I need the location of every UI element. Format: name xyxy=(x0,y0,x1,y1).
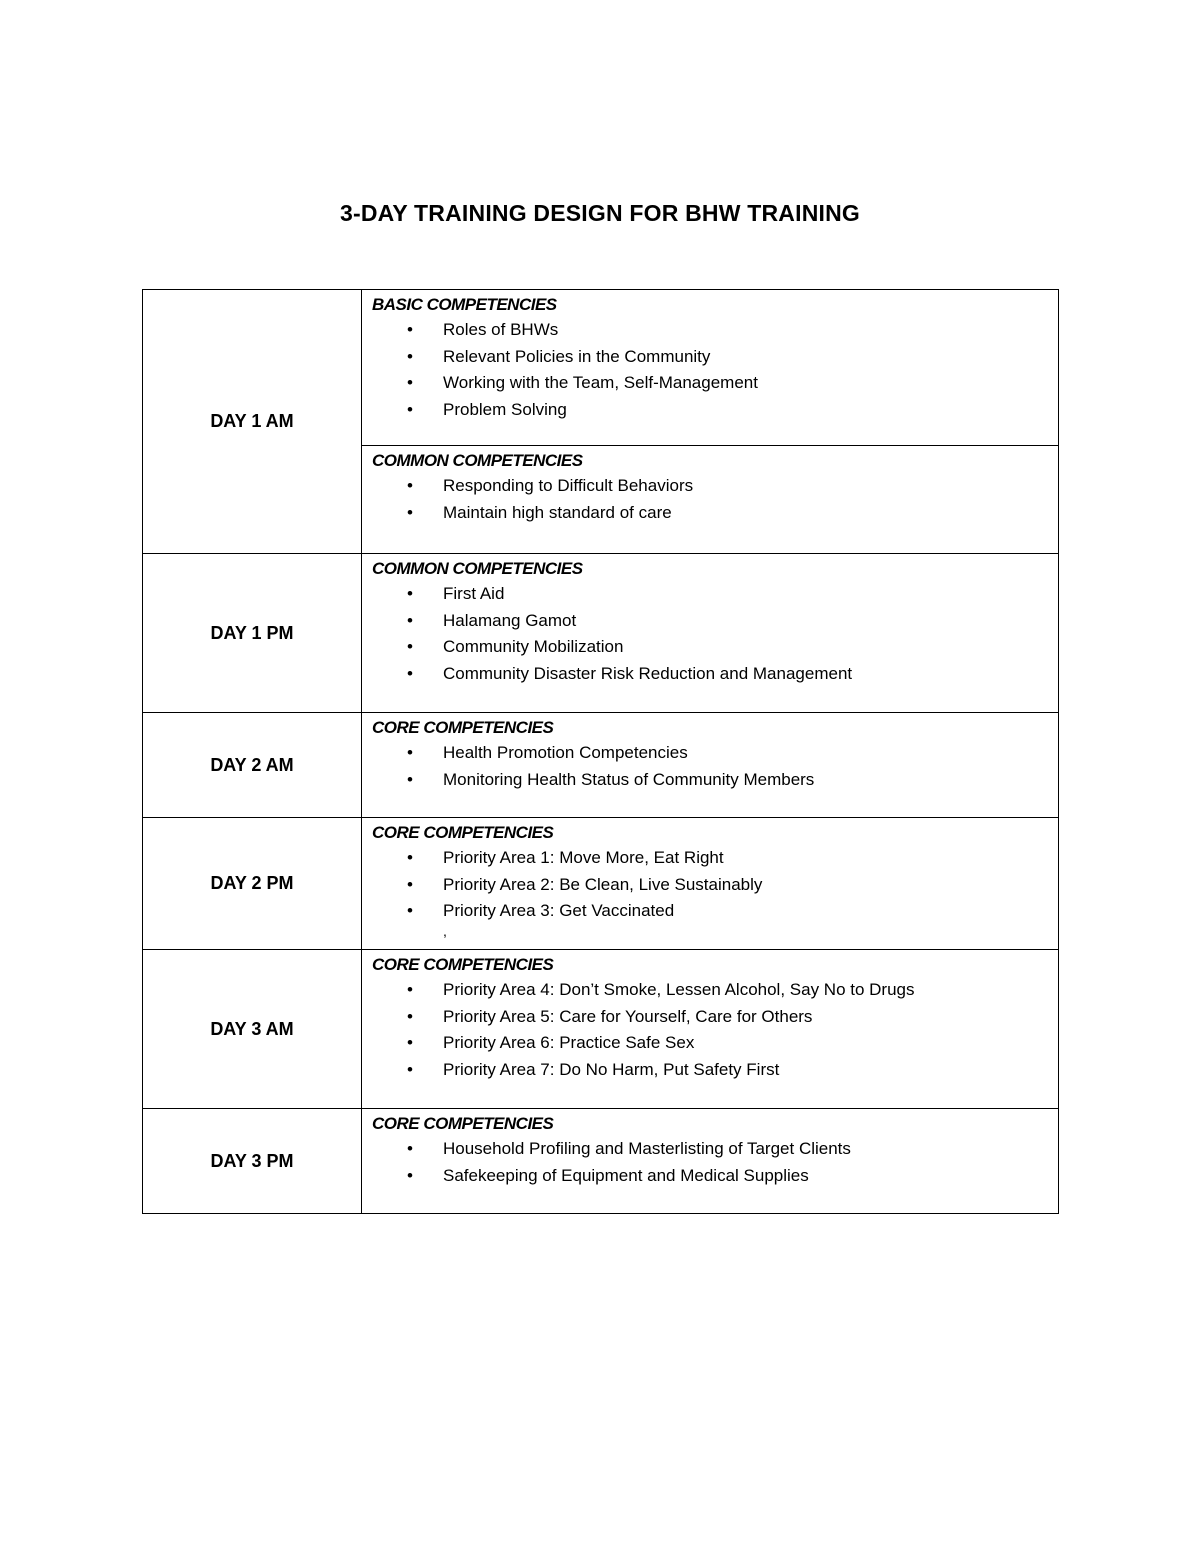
schedule-row-day3-am xyxy=(143,950,1059,1109)
topic-list xyxy=(372,845,1048,925)
bullet-icon: • xyxy=(407,980,413,999)
section-heading: BASIC COMPETENCIES xyxy=(372,295,557,314)
bullet-icon: • xyxy=(407,901,413,921)
basic-competencies-section xyxy=(362,290,1058,446)
schedule-row-day2-am xyxy=(143,713,1059,818)
topic-text: Problem Solving xyxy=(443,399,567,419)
day-label-cell: DAY 3 AM xyxy=(143,950,362,1109)
topic-text: Responding to Difficult Behaviors xyxy=(443,476,694,495)
bullet-icon: • xyxy=(407,1006,413,1026)
list-item xyxy=(372,661,1048,688)
day-label-cell: DAY 1 AM xyxy=(143,290,362,554)
list-item xyxy=(372,977,1048,1004)
bullet-icon: • xyxy=(407,743,413,762)
topic-text: Priority Area 1: Move More, Eat Right xyxy=(443,848,724,867)
topic-list xyxy=(372,977,1048,1083)
competencies-cell xyxy=(362,290,1059,554)
topic-text: Priority Area 6: Practice Safe Sex xyxy=(443,1033,695,1053)
bullet-icon: • xyxy=(407,584,413,603)
topic-text: Halamang Gamot xyxy=(443,610,577,630)
list-item xyxy=(372,1136,1048,1163)
list-item xyxy=(372,473,1048,500)
schedule-row-day3-pm xyxy=(143,1109,1059,1214)
list-item xyxy=(372,872,1048,899)
topic-text: Priority Area 2: Be Clean, Live Sustainably xyxy=(443,874,763,894)
competencies-cell xyxy=(362,818,1059,950)
topic-text: Priority Area 3: Get Vaccinated xyxy=(443,901,675,921)
topic-text: Priority Area 7: Do No Harm, Put Safety First xyxy=(443,1059,780,1079)
bullet-icon: • xyxy=(407,1059,413,1079)
bullet-icon: • xyxy=(407,769,413,789)
bullet-icon: • xyxy=(407,1033,413,1053)
day-label-cell: DAY 1 PM xyxy=(143,554,362,713)
stray-comma: , xyxy=(443,922,447,939)
bullet-icon: • xyxy=(407,399,413,419)
bullet-icon: • xyxy=(407,320,413,339)
topic-text: Relevant Policies in the Community xyxy=(443,346,711,366)
topic-text: Maintain high standard of care xyxy=(443,502,672,522)
section-heading: COMMON COMPETENCIES xyxy=(372,451,583,470)
topic-text: First Aid xyxy=(443,584,505,603)
section-heading: CORE COMPETENCIES xyxy=(372,955,554,974)
topic-text: Working with the Team, Self-Management xyxy=(443,373,758,393)
competencies-cell xyxy=(362,950,1059,1109)
list-item xyxy=(372,1004,1048,1031)
common-competencies-section xyxy=(362,446,1058,553)
topic-text: Safekeeping of Equipment and Medical Supplies xyxy=(443,1165,809,1185)
schedule-row-day1-am xyxy=(143,290,1059,554)
list-item xyxy=(372,1057,1048,1084)
schedule-row-day1-pm xyxy=(143,554,1059,713)
bullet-icon: • xyxy=(407,476,413,495)
topic-text: Roles of BHWs xyxy=(443,320,559,339)
day-label-cell: DAY 2 PM xyxy=(143,818,362,950)
competencies-cell xyxy=(362,1109,1059,1214)
bullet-icon: • xyxy=(407,1165,413,1185)
topic-list xyxy=(372,473,1048,526)
topic-list xyxy=(372,740,1048,793)
list-item xyxy=(372,740,1048,767)
training-schedule-table xyxy=(142,289,1059,1214)
bullet-icon: • xyxy=(407,610,413,630)
topic-text: Household Profiling and Masterlisting of Target Clients xyxy=(443,1139,851,1158)
day-label-cell: DAY 2 AM xyxy=(143,713,362,818)
list-item xyxy=(372,845,1048,872)
topic-text: Community Disaster Risk Reduction and Management xyxy=(443,663,853,683)
document-title: 3-DAY TRAINING DESIGN FOR BHW TRAINING xyxy=(339,200,860,226)
core-competencies-section xyxy=(362,950,1058,1108)
topic-text: Priority Area 4: Don’t Smoke, Lessen Alcohol, Say No to Drugs xyxy=(443,980,915,999)
bullet-icon: • xyxy=(407,373,413,393)
topic-list xyxy=(372,1136,1048,1189)
section-heading: COMMON COMPETENCIES xyxy=(372,559,583,578)
core-competencies-section xyxy=(362,1109,1058,1213)
day-label-cell: DAY 3 PM xyxy=(143,1109,362,1214)
topic-text: Priority Area 5: Care for Yourself, Care for Others xyxy=(443,1006,813,1026)
topic-list xyxy=(372,317,1048,423)
list-item xyxy=(372,500,1048,527)
list-item xyxy=(372,767,1048,794)
bullet-icon: • xyxy=(407,848,413,867)
list-item xyxy=(372,634,1048,661)
schedule-row-day2-pm xyxy=(143,818,1059,950)
core-competencies-section xyxy=(362,713,1058,817)
common-competencies-section xyxy=(362,554,1058,712)
list-item xyxy=(372,1163,1048,1190)
list-item xyxy=(372,317,1048,344)
list-item xyxy=(372,608,1048,635)
list-item xyxy=(372,344,1048,371)
bullet-icon: • xyxy=(407,637,413,657)
topic-text: Monitoring Health Status of Community Members xyxy=(443,769,815,789)
bullet-icon: • xyxy=(407,346,413,366)
topic-text: Community Mobilization xyxy=(443,637,624,657)
section-heading: CORE COMPETENCIES xyxy=(372,718,554,737)
list-item xyxy=(372,1030,1048,1057)
list-item xyxy=(372,898,1048,925)
section-heading: CORE COMPETENCIES xyxy=(372,823,554,842)
list-item xyxy=(372,397,1048,424)
bullet-icon: • xyxy=(407,502,413,522)
list-item xyxy=(372,581,1048,608)
bullet-icon: • xyxy=(407,1139,413,1158)
bullet-icon: • xyxy=(407,874,413,894)
bullet-icon: • xyxy=(407,663,413,683)
competencies-cell xyxy=(362,713,1059,818)
topic-list xyxy=(372,581,1048,687)
list-item xyxy=(372,370,1048,397)
section-heading: CORE COMPETENCIES xyxy=(372,1114,554,1133)
core-competencies-section xyxy=(362,818,1058,949)
topic-text: Health Promotion Competencies xyxy=(443,743,688,762)
competencies-cell xyxy=(362,554,1059,713)
